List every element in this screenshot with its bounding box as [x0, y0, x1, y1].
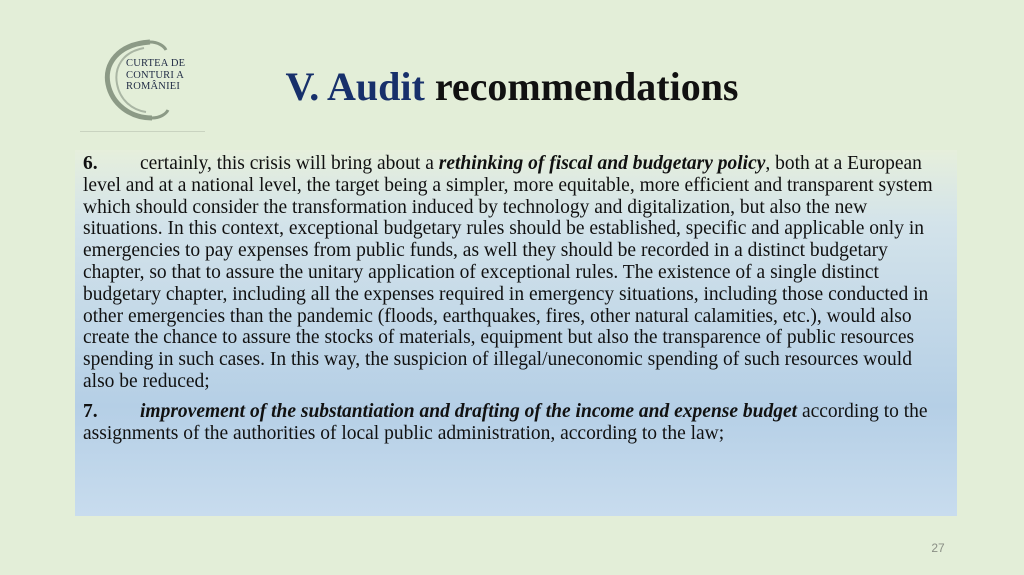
recommendation-item-6: [83, 153, 947, 393]
title-topic: recommendations: [434, 64, 739, 109]
logo-line-1: CURTEA DE: [126, 58, 186, 69]
item-body-text: according to the assignments of the authorities of local public administration, according to the law;: [83, 400, 928, 444]
item-emphasis: improvement of the substantiation and drafting of the income and expense budget: [140, 400, 798, 422]
logo-line-2: CONTURI A: [126, 69, 185, 81]
title-section: V. Audit: [285, 64, 425, 109]
slide-title: [0, 64, 1024, 110]
item-number: 6.: [83, 153, 98, 174]
logo-line-3: ROMÂNIEI: [126, 81, 181, 92]
item-number: 7.: [83, 400, 98, 422]
item-lead-text: certainly, this crisis will bring about a: [140, 153, 439, 174]
item-body-text: , both at a European level and at a national level, the target being a simpler, more equitable, more efficient and transparent system which should consider the transformation induced by technology and digitalization, but also the new situations. In this context, exceptional budgetary rules should be established, specific and applicable only in emergencies to pay expenses from public funds, as well they should be recorded in a distinct budgetary chapter, so that to assure the unitary application of exceptional rules. The existence of a single distinct budgetary chapter, including all the expenses required in emergency situations, including those conducted in other emergencies than the pandemic (floods, earthquakes, fires, other natural calamities, etc.), would also create the chance to assure the stocks of materials, equipment but also the transparence of public resources spending in such cases. In this way, the suspicion of illegal/uneconomic spending of such resources would also be reduced;: [83, 153, 933, 392]
recommendation-item-7: [83, 401, 947, 445]
logo-divider: [80, 131, 205, 132]
page-number: 27: [931, 541, 945, 555]
item-emphasis: rethinking of fiscal and budgetary policy: [438, 153, 766, 174]
recommendations-box: [75, 150, 957, 516]
